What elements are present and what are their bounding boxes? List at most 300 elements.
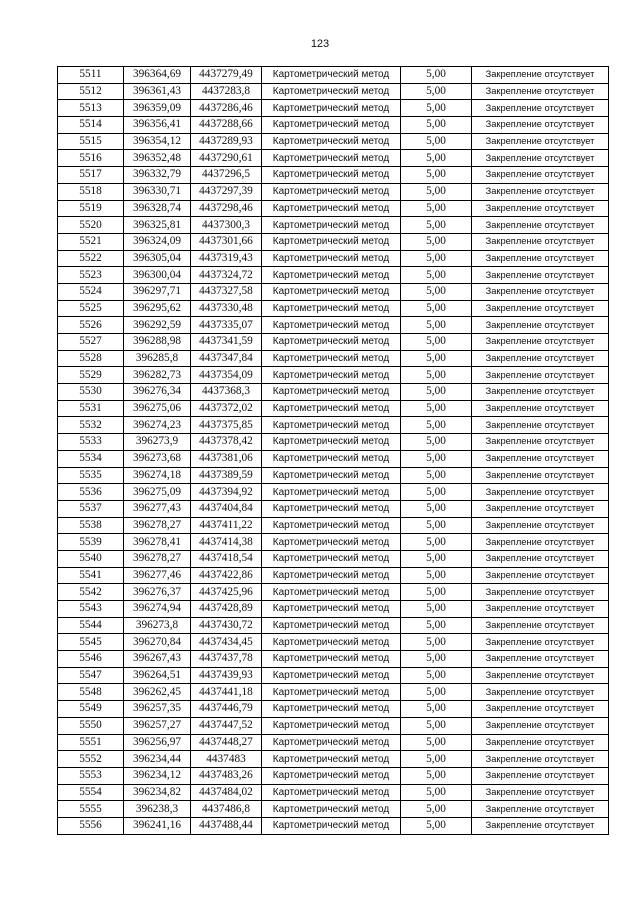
- x-coordinate-cell: 396270,84: [124, 634, 191, 651]
- point-number-cell: 5549: [58, 701, 124, 718]
- table-row: [58, 500, 609, 517]
- y-coordinate-cell: 4437378,42: [191, 434, 262, 451]
- accuracy-cell: 5,00: [401, 300, 472, 317]
- table-row: [58, 801, 609, 818]
- point-number-cell: 5544: [58, 617, 124, 634]
- accuracy-cell: 5,00: [401, 684, 472, 701]
- fixation-cell: Закрепление отсутствует: [472, 651, 609, 668]
- x-coordinate-cell: 396275,06: [124, 400, 191, 417]
- method-cell: Картометрический метод: [262, 233, 401, 250]
- fixation-cell: Закрепление отсутствует: [472, 517, 609, 534]
- fixation-cell: Закрепление отсутствует: [472, 817, 609, 834]
- y-coordinate-cell: 4437324,72: [191, 267, 262, 284]
- point-number-cell: 5516: [58, 150, 124, 167]
- x-coordinate-cell: 396234,12: [124, 767, 191, 784]
- table-row: [58, 217, 609, 234]
- accuracy-cell: 5,00: [401, 150, 472, 167]
- table-row: [58, 250, 609, 267]
- y-coordinate-cell: 4437300,3: [191, 217, 262, 234]
- point-number-cell: 5545: [58, 634, 124, 651]
- accuracy-cell: 5,00: [401, 450, 472, 467]
- table-row: [58, 667, 609, 684]
- fixation-cell: Закрепление отсутствует: [472, 400, 609, 417]
- y-coordinate-cell: 4437296,5: [191, 167, 262, 184]
- accuracy-cell: 5,00: [401, 67, 472, 84]
- table-row: [58, 267, 609, 284]
- fixation-cell: Закрепление отсутствует: [472, 734, 609, 751]
- x-coordinate-cell: 396300,04: [124, 267, 191, 284]
- table-row: [58, 417, 609, 434]
- fixation-cell: Закрепление отсутствует: [472, 484, 609, 501]
- table-row: [58, 83, 609, 100]
- x-coordinate-cell: 396297,71: [124, 283, 191, 300]
- fixation-cell: Закрепление отсутствует: [472, 150, 609, 167]
- x-coordinate-cell: 396274,94: [124, 601, 191, 618]
- fixation-cell: Закрепление отсутствует: [472, 317, 609, 334]
- point-number-cell: 5546: [58, 651, 124, 668]
- y-coordinate-cell: 4437446,79: [191, 701, 262, 718]
- accuracy-cell: 5,00: [401, 100, 472, 117]
- table-row: [58, 450, 609, 467]
- table-row: [58, 617, 609, 634]
- fixation-cell: Закрепление отсутствует: [472, 334, 609, 351]
- y-coordinate-cell: 4437441,18: [191, 684, 262, 701]
- method-cell: Картометрический метод: [262, 751, 401, 768]
- method-cell: Картометрический метод: [262, 550, 401, 567]
- method-cell: Картометрический метод: [262, 517, 401, 534]
- fixation-cell: Закрепление отсутствует: [472, 267, 609, 284]
- y-coordinate-cell: 4437411,22: [191, 517, 262, 534]
- fixation-cell: Закрепление отсутствует: [472, 617, 609, 634]
- accuracy-cell: 5,00: [401, 634, 472, 651]
- method-cell: Картометрический метод: [262, 717, 401, 734]
- fixation-cell: Закрепление отсутствует: [472, 500, 609, 517]
- y-coordinate-cell: 4437330,48: [191, 300, 262, 317]
- y-coordinate-cell: 4437375,85: [191, 417, 262, 434]
- accuracy-cell: 5,00: [401, 317, 472, 334]
- y-coordinate-cell: 4437434,45: [191, 634, 262, 651]
- accuracy-cell: 5,00: [401, 734, 472, 751]
- accuracy-cell: 5,00: [401, 367, 472, 384]
- y-coordinate-cell: 4437290,61: [191, 150, 262, 167]
- table-row: [58, 67, 609, 84]
- method-cell: Картометрический метод: [262, 317, 401, 334]
- fixation-cell: Закрепление отсутствует: [472, 233, 609, 250]
- point-number-cell: 5528: [58, 350, 124, 367]
- point-number-cell: 5518: [58, 183, 124, 200]
- fixation-cell: Закрепление отсутствует: [472, 283, 609, 300]
- method-cell: Картометрический метод: [262, 500, 401, 517]
- accuracy-cell: 5,00: [401, 534, 472, 551]
- method-cell: Картометрический метод: [262, 167, 401, 184]
- point-number-cell: 5513: [58, 100, 124, 117]
- table-row: [58, 317, 609, 334]
- accuracy-cell: 5,00: [401, 484, 472, 501]
- x-coordinate-cell: 396295,62: [124, 300, 191, 317]
- x-coordinate-cell: 396257,27: [124, 717, 191, 734]
- x-coordinate-cell: 396352,48: [124, 150, 191, 167]
- fixation-cell: Закрепление отсутствует: [472, 384, 609, 401]
- y-coordinate-cell: 4437341,59: [191, 334, 262, 351]
- table-row: [58, 550, 609, 567]
- y-coordinate-cell: 4437347,84: [191, 350, 262, 367]
- y-coordinate-cell: 4437425,96: [191, 584, 262, 601]
- point-number-cell: 5543: [58, 601, 124, 618]
- accuracy-cell: 5,00: [401, 801, 472, 818]
- method-cell: Картометрический метод: [262, 183, 401, 200]
- table-row: [58, 634, 609, 651]
- fixation-cell: Закрепление отсутствует: [472, 434, 609, 451]
- table-row: [58, 200, 609, 217]
- point-number-cell: 5553: [58, 767, 124, 784]
- table-row: [58, 751, 609, 768]
- method-cell: Картометрический метод: [262, 83, 401, 100]
- table-row: [58, 784, 609, 801]
- accuracy-cell: 5,00: [401, 83, 472, 100]
- table-row: [58, 717, 609, 734]
- x-coordinate-cell: 396278,27: [124, 550, 191, 567]
- x-coordinate-cell: 396305,04: [124, 250, 191, 267]
- accuracy-cell: 5,00: [401, 283, 472, 300]
- accuracy-cell: 5,00: [401, 751, 472, 768]
- accuracy-cell: 5,00: [401, 217, 472, 234]
- fixation-cell: Закрепление отсутствует: [472, 684, 609, 701]
- y-coordinate-cell: 4437301,66: [191, 233, 262, 250]
- y-coordinate-cell: 4437484,02: [191, 784, 262, 801]
- fixation-cell: Закрепление отсутствует: [472, 417, 609, 434]
- point-number-cell: 5551: [58, 734, 124, 751]
- table-row: [58, 400, 609, 417]
- table-row: [58, 484, 609, 501]
- fixation-cell: Закрепление отсутствует: [472, 550, 609, 567]
- x-coordinate-cell: 396274,23: [124, 417, 191, 434]
- coordinates-table: [57, 66, 609, 835]
- fixation-cell: Закрепление отсутствует: [472, 601, 609, 618]
- x-coordinate-cell: 396234,82: [124, 784, 191, 801]
- point-number-cell: 5534: [58, 450, 124, 467]
- y-coordinate-cell: 4437289,93: [191, 133, 262, 150]
- accuracy-cell: 5,00: [401, 767, 472, 784]
- x-coordinate-cell: 396359,09: [124, 100, 191, 117]
- point-number-cell: 5550: [58, 717, 124, 734]
- point-number-cell: 5524: [58, 283, 124, 300]
- point-number-cell: 5532: [58, 417, 124, 434]
- table-row: [58, 434, 609, 451]
- fixation-cell: Закрепление отсутствует: [472, 567, 609, 584]
- fixation-cell: Закрепление отсутствует: [472, 751, 609, 768]
- y-coordinate-cell: 4437354,09: [191, 367, 262, 384]
- x-coordinate-cell: 396356,41: [124, 117, 191, 134]
- accuracy-cell: 5,00: [401, 517, 472, 534]
- fixation-cell: Закрепление отсутствует: [472, 217, 609, 234]
- fixation-cell: Закрепление отсутствует: [472, 300, 609, 317]
- x-coordinate-cell: 396292,59: [124, 317, 191, 334]
- point-number-cell: 5512: [58, 83, 124, 100]
- point-number-cell: 5515: [58, 133, 124, 150]
- table-row: [58, 117, 609, 134]
- accuracy-cell: 5,00: [401, 617, 472, 634]
- point-number-cell: 5539: [58, 534, 124, 551]
- accuracy-cell: 5,00: [401, 817, 472, 834]
- y-coordinate-cell: 4437372,02: [191, 400, 262, 417]
- method-cell: Картометрический метод: [262, 634, 401, 651]
- point-number-cell: 5538: [58, 517, 124, 534]
- method-cell: Картометрический метод: [262, 367, 401, 384]
- point-number-cell: 5530: [58, 384, 124, 401]
- method-cell: Картометрический метод: [262, 701, 401, 718]
- table-row: [58, 584, 609, 601]
- method-cell: Картометрический метод: [262, 200, 401, 217]
- point-number-cell: 5554: [58, 784, 124, 801]
- x-coordinate-cell: 396277,43: [124, 500, 191, 517]
- method-cell: Картометрический метод: [262, 584, 401, 601]
- method-cell: Картометрический метод: [262, 267, 401, 284]
- y-coordinate-cell: 4437422,86: [191, 567, 262, 584]
- y-coordinate-cell: 4437368,3: [191, 384, 262, 401]
- accuracy-cell: 5,00: [401, 384, 472, 401]
- table-row: [58, 767, 609, 784]
- table-row: [58, 283, 609, 300]
- fixation-cell: Закрепление отсутствует: [472, 767, 609, 784]
- point-number-cell: 5533: [58, 434, 124, 451]
- accuracy-cell: 5,00: [401, 784, 472, 801]
- fixation-cell: Закрепление отсутствует: [472, 701, 609, 718]
- fixation-cell: Закрепление отсутствует: [472, 350, 609, 367]
- accuracy-cell: 5,00: [401, 350, 472, 367]
- table-row: [58, 651, 609, 668]
- table-row: [58, 300, 609, 317]
- table-row: [58, 350, 609, 367]
- table-row: [58, 100, 609, 117]
- method-cell: Картометрический метод: [262, 684, 401, 701]
- x-coordinate-cell: 396273,9: [124, 434, 191, 451]
- method-cell: Картометрический метод: [262, 534, 401, 551]
- method-cell: Картометрический метод: [262, 450, 401, 467]
- table-row: [58, 734, 609, 751]
- x-coordinate-cell: 396275,09: [124, 484, 191, 501]
- point-number-cell: 5531: [58, 400, 124, 417]
- point-number-cell: 5537: [58, 500, 124, 517]
- method-cell: Картометрический метод: [262, 250, 401, 267]
- x-coordinate-cell: 396241,16: [124, 817, 191, 834]
- x-coordinate-cell: 396256,97: [124, 734, 191, 751]
- accuracy-cell: 5,00: [401, 133, 472, 150]
- method-cell: Картометрический метод: [262, 117, 401, 134]
- x-coordinate-cell: 396273,68: [124, 450, 191, 467]
- table-row: [58, 534, 609, 551]
- method-cell: Картометрический метод: [262, 300, 401, 317]
- accuracy-cell: 5,00: [401, 667, 472, 684]
- point-number-cell: 5536: [58, 484, 124, 501]
- x-coordinate-cell: 396288,98: [124, 334, 191, 351]
- point-number-cell: 5542: [58, 584, 124, 601]
- table-row: [58, 334, 609, 351]
- point-number-cell: 5535: [58, 467, 124, 484]
- fixation-cell: Закрепление отсутствует: [472, 584, 609, 601]
- y-coordinate-cell: 4437283,8: [191, 83, 262, 100]
- fixation-cell: Закрепление отсутствует: [472, 100, 609, 117]
- point-number-cell: 5517: [58, 167, 124, 184]
- accuracy-cell: 5,00: [401, 567, 472, 584]
- method-cell: Картометрический метод: [262, 801, 401, 818]
- x-coordinate-cell: 396238,3: [124, 801, 191, 818]
- fixation-cell: Закрепление отсутствует: [472, 634, 609, 651]
- y-coordinate-cell: 4437389,59: [191, 467, 262, 484]
- point-number-cell: 5556: [58, 817, 124, 834]
- fixation-cell: Закрепление отсутствует: [472, 534, 609, 551]
- method-cell: Картометрический метод: [262, 384, 401, 401]
- y-coordinate-cell: 4437447,52: [191, 717, 262, 734]
- table-row: [58, 150, 609, 167]
- method-cell: Картометрический метод: [262, 334, 401, 351]
- method-cell: Картометрический метод: [262, 400, 401, 417]
- accuracy-cell: 5,00: [401, 233, 472, 250]
- y-coordinate-cell: 4437319,43: [191, 250, 262, 267]
- point-number-cell: 5525: [58, 300, 124, 317]
- accuracy-cell: 5,00: [401, 651, 472, 668]
- method-cell: Картометрический метод: [262, 350, 401, 367]
- x-coordinate-cell: 396332,79: [124, 167, 191, 184]
- method-cell: Картометрический метод: [262, 133, 401, 150]
- table-row: [58, 133, 609, 150]
- table-row: [58, 567, 609, 584]
- point-number-cell: 5521: [58, 233, 124, 250]
- point-number-cell: 5511: [58, 67, 124, 84]
- table-row: [58, 467, 609, 484]
- fixation-cell: Закрепление отсутствует: [472, 667, 609, 684]
- y-coordinate-cell: 4437437,78: [191, 651, 262, 668]
- y-coordinate-cell: 4437430,72: [191, 617, 262, 634]
- method-cell: Картометрический метод: [262, 217, 401, 234]
- table-row: [58, 183, 609, 200]
- table-row: [58, 684, 609, 701]
- point-number-cell: 5522: [58, 250, 124, 267]
- table-row: [58, 701, 609, 718]
- x-coordinate-cell: 396277,46: [124, 567, 191, 584]
- table-row: [58, 233, 609, 250]
- y-coordinate-cell: 4437439,93: [191, 667, 262, 684]
- method-cell: Картометрический метод: [262, 767, 401, 784]
- point-number-cell: 5540: [58, 550, 124, 567]
- x-coordinate-cell: 396276,37: [124, 584, 191, 601]
- y-coordinate-cell: 4437394,92: [191, 484, 262, 501]
- method-cell: Картометрический метод: [262, 784, 401, 801]
- x-coordinate-cell: 396278,41: [124, 534, 191, 551]
- fixation-cell: Закрепление отсутствует: [472, 801, 609, 818]
- point-number-cell: 5527: [58, 334, 124, 351]
- y-coordinate-cell: 4437448,27: [191, 734, 262, 751]
- fixation-cell: Закрепление отсутствует: [472, 167, 609, 184]
- x-coordinate-cell: 396364,69: [124, 67, 191, 84]
- table-row: [58, 601, 609, 618]
- method-cell: Картометрический метод: [262, 434, 401, 451]
- accuracy-cell: 5,00: [401, 334, 472, 351]
- fixation-cell: Закрепление отсутствует: [472, 133, 609, 150]
- accuracy-cell: 5,00: [401, 434, 472, 451]
- point-number-cell: 5547: [58, 667, 124, 684]
- accuracy-cell: 5,00: [401, 467, 472, 484]
- accuracy-cell: 5,00: [401, 167, 472, 184]
- x-coordinate-cell: 396267,43: [124, 651, 191, 668]
- accuracy-cell: 5,00: [401, 183, 472, 200]
- fixation-cell: Закрепление отсутствует: [472, 183, 609, 200]
- accuracy-cell: 5,00: [401, 267, 472, 284]
- accuracy-cell: 5,00: [401, 601, 472, 618]
- y-coordinate-cell: 4437404,84: [191, 500, 262, 517]
- table-row: [58, 167, 609, 184]
- y-coordinate-cell: 4437279,49: [191, 67, 262, 84]
- y-coordinate-cell: 4437327,58: [191, 283, 262, 300]
- x-coordinate-cell: 396234,44: [124, 751, 191, 768]
- x-coordinate-cell: 396361,43: [124, 83, 191, 100]
- y-coordinate-cell: 4437297,39: [191, 183, 262, 200]
- y-coordinate-cell: 4437286,46: [191, 100, 262, 117]
- method-cell: Картометрический метод: [262, 617, 401, 634]
- x-coordinate-cell: 396273,8: [124, 617, 191, 634]
- method-cell: Картометрический метод: [262, 100, 401, 117]
- method-cell: Картометрический метод: [262, 667, 401, 684]
- point-number-cell: 5555: [58, 801, 124, 818]
- x-coordinate-cell: 396278,27: [124, 517, 191, 534]
- fixation-cell: Закрепление отсутствует: [472, 784, 609, 801]
- method-cell: Картометрический метод: [262, 734, 401, 751]
- method-cell: Картометрический метод: [262, 150, 401, 167]
- y-coordinate-cell: 4437486,8: [191, 801, 262, 818]
- accuracy-cell: 5,00: [401, 500, 472, 517]
- x-coordinate-cell: 396324,09: [124, 233, 191, 250]
- method-cell: Картометрический метод: [262, 67, 401, 84]
- x-coordinate-cell: 396325,81: [124, 217, 191, 234]
- point-number-cell: 5529: [58, 367, 124, 384]
- method-cell: Картометрический метод: [262, 417, 401, 434]
- method-cell: Картометрический метод: [262, 817, 401, 834]
- y-coordinate-cell: 4437288,66: [191, 117, 262, 134]
- y-coordinate-cell: 4437418,54: [191, 550, 262, 567]
- y-coordinate-cell: 4437488,44: [191, 817, 262, 834]
- accuracy-cell: 5,00: [401, 550, 472, 567]
- y-coordinate-cell: 4437298,46: [191, 200, 262, 217]
- accuracy-cell: 5,00: [401, 717, 472, 734]
- method-cell: Картометрический метод: [262, 601, 401, 618]
- x-coordinate-cell: 396354,12: [124, 133, 191, 150]
- fixation-cell: Закрепление отсутствует: [472, 717, 609, 734]
- x-coordinate-cell: 396330,71: [124, 183, 191, 200]
- point-number-cell: 5523: [58, 267, 124, 284]
- point-number-cell: 5526: [58, 317, 124, 334]
- coordinates-table-body: [58, 67, 609, 835]
- x-coordinate-cell: 396285,8: [124, 350, 191, 367]
- accuracy-cell: 5,00: [401, 117, 472, 134]
- accuracy-cell: 5,00: [401, 200, 472, 217]
- y-coordinate-cell: 4437381,06: [191, 450, 262, 467]
- x-coordinate-cell: 396274,18: [124, 467, 191, 484]
- fixation-cell: Закрепление отсутствует: [472, 250, 609, 267]
- x-coordinate-cell: 396282,73: [124, 367, 191, 384]
- x-coordinate-cell: 396264,51: [124, 667, 191, 684]
- fixation-cell: Закрепление отсутствует: [472, 450, 609, 467]
- table-row: [58, 817, 609, 834]
- y-coordinate-cell: 4437483,26: [191, 767, 262, 784]
- method-cell: Картометрический метод: [262, 283, 401, 300]
- fixation-cell: Закрепление отсутствует: [472, 200, 609, 217]
- x-coordinate-cell: 396328,74: [124, 200, 191, 217]
- fixation-cell: Закрепление отсутствует: [472, 117, 609, 134]
- point-number-cell: 5514: [58, 117, 124, 134]
- accuracy-cell: 5,00: [401, 400, 472, 417]
- accuracy-cell: 5,00: [401, 250, 472, 267]
- accuracy-cell: 5,00: [401, 417, 472, 434]
- x-coordinate-cell: 396276,34: [124, 384, 191, 401]
